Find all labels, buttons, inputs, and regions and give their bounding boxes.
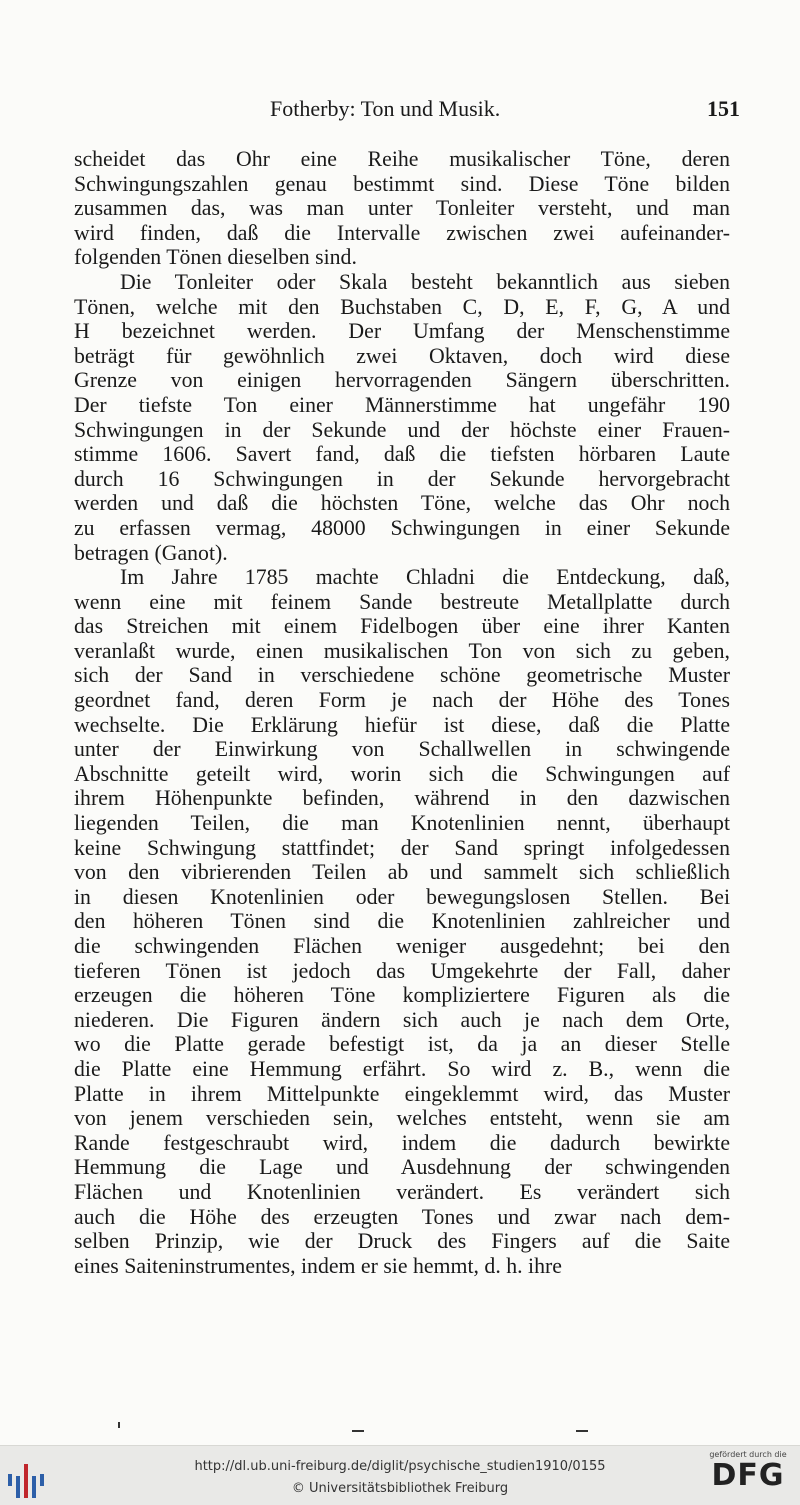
text-line: geordnet fand, deren Form je nach der Höhe des Tones [74,688,730,713]
text-line: scheidet das Ohr eine Reihe musikalischer Töne, deren [74,147,730,171]
text-line: unter der Einwirkung von Schallwellen in schwingende [74,737,730,762]
text-line: Im Jahre 1785 machte Chladni die Entdeckung, daß, [120,565,730,590]
text-line: eines Saiteninstrumentes, indem er sie hemmt, d. h. ihre [74,1253,562,1278]
text-line: beträgt für gewöhnlich zwei Oktaven, doch wird diese [74,343,730,368]
text-line: auch die Höhe des erzeugten Tones und zwar nach dem- [74,1204,730,1229]
text-line: von den vibrierenden Teilen ab und sammelt sich schließlich [74,860,730,885]
text-line: werden und daß die höchsten Töne, welche das Ohr noch [74,491,730,516]
text-line: wo die Platte gerade befestigt ist, da ja an dieser Stelle [74,1032,730,1057]
text-line: Abschnitte geteilt wird, worin sich die Schwingungen auf [74,761,730,786]
text-line: das Streichen mit einem Fidelbogen über eine ihrer Kanten [74,614,730,639]
text-line: niederen. Die Figuren ändern sich auch je nach dem Orte, [74,1007,730,1032]
text-line: von jenem verschieden sein, welches entsteht, wenn sie am [74,1106,730,1131]
scan-mark [118,1422,120,1428]
paragraph [74,565,730,1278]
paragraph [74,147,730,270]
document-url-link[interactable]: http://dl.ub.uni-freiburg.de/diglit/psychische_studien1910/0155 [194,1459,606,1474]
text-line: folgenden Tönen dieselben sind. [74,245,357,270]
text-line: Platte in ihrem Mittelpunkte eingeklemmt wird, das Muster [74,1081,730,1106]
text-line: liegenden Teilen, die man Knotenlinien nennt, überhaupt [74,811,730,836]
text-line: Flächen und Knotenlinien verändert. Es verändert sich [74,1179,730,1204]
text-line: ihrem Höhenpunkte befinden, während in den dazwischen [74,786,730,811]
scan-mark [576,1430,588,1432]
text-line: in diesen Knotenlinien oder bewegungslosen Stellen. Bei [74,884,730,909]
scan-mark [352,1430,364,1432]
text-line: Schwingungen in der Sekunde und der höchste einer Frauen- [74,417,730,442]
page-header [270,96,740,124]
copyright-notice: © Universitätsbibliothek Freiburg [291,1481,509,1496]
text-line: stimme 1606. Savert fand, daß die tiefsten hörbaren Laute [74,442,730,467]
text-line: erzeugen die höheren Töne kompliziertere Figuren als die [74,983,730,1008]
text-line: die schwingenden Flächen weniger ausgedehnt; bei den [74,934,730,958]
text-line: H bezeichnet werden. Der Umfang der Menschenstimme [74,319,730,344]
text-line: tieferen Tönen ist jedoch das Umgekehrte der Fall, daher [74,958,730,983]
footer-bar [0,1445,800,1505]
text-line: Rande festgeschraubt wird, indem die dadurch bewirkte [74,1130,730,1155]
text-line: die Platte eine Hemmung erfährt. So wird z. B., wenn die [74,1056,730,1081]
text-line: Grenze von einigen hervorragenden Sängern überschritten. [74,368,730,393]
text-line: Schwingungszahlen genau bestimmt sind. Diese Töne bilden [74,171,730,196]
text-line: veranlaßt wurde, einen musikalischen Ton von sich zu geben, [74,638,730,663]
dfg-logo [706,1450,790,1502]
running-title: Fotherby: Ton und Musik. [270,96,501,121]
text-line: durch 16 Schwingungen in der Sekunde hervorgebracht [74,466,730,491]
body-text [74,147,730,1278]
text-line: keine Schwingung stattfindet; der Sand springt infolgedessen [74,835,730,860]
text-line: selben Prinzip, wie der Druck des Fingers auf die Saite [74,1229,730,1254]
text-line: zusammen das, was man unter Tonleiter versteht, und man [74,196,730,221]
page-number: 151 [707,96,740,121]
text-line: wenn eine mit feinem Sande bestreute Metallplatte durch [74,589,730,614]
paragraph [74,270,730,565]
text-line: wird finden, daß die Intervalle zwischen zwei aufeinander- [74,220,730,245]
dfg-caption: gefördert durch die [709,1450,787,1459]
text-line: betragen (Ganot). [74,540,228,565]
text-line: Die Tonleiter oder Skala besteht bekanntlich aus sieben [120,269,730,294]
text-line: wechselte. Die Erklärung hiefür ist diese, daß die Platte [74,712,730,737]
text-line: Tönen, welche mit den Buchstaben C, D, E, F, G, A und [74,294,730,319]
text-line: Hemmung die Lage und Ausdehnung der schwingenden [74,1155,730,1180]
text-line: Der tiefste Ton einer Männerstimme hat ungefähr 190 [74,392,730,417]
text-line: den höheren Tönen sind die Knotenlinien zahlreicher und [74,909,730,934]
scan-marks [0,1430,800,1440]
text-line: sich der Sand in verschiedene schöne geometrische Muster [74,663,730,688]
dfg-mark: DFG [711,1458,785,1493]
text-line: zu erfassen vermag, 48000 Schwingungen in einer Sekunde [74,515,730,540]
